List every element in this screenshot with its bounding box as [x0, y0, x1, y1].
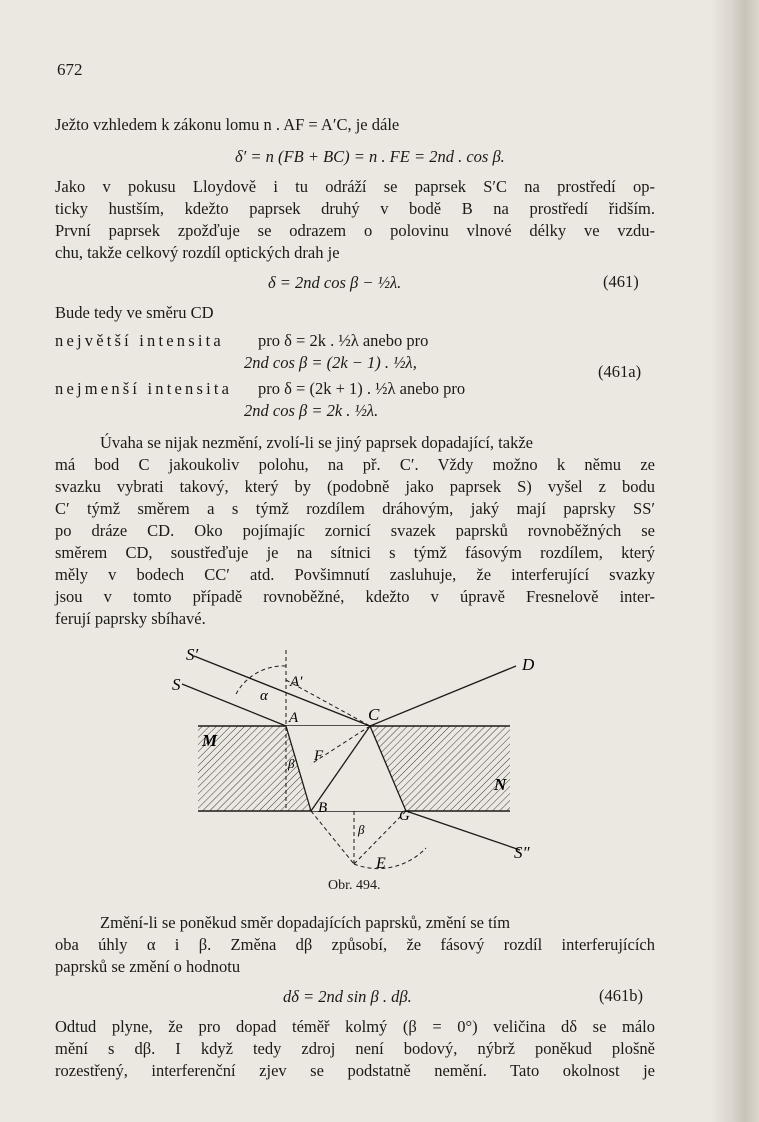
label-alpha: α [260, 688, 268, 704]
label-g: G [399, 808, 410, 824]
ray-cd [370, 666, 516, 726]
arc-lower [354, 848, 426, 869]
intro-line: Ježto vzhledem k zákonu lomu n . AF = A′C, je dále [55, 115, 400, 134]
ray-gs [406, 811, 520, 850]
equation-number-461a: (461a) [598, 362, 642, 381]
label-beta-upper: β [288, 756, 295, 771]
paragraph-line: měly v bodech CC′ atd. Povšimnutí zasluhuje, že interferující svazky [55, 565, 655, 584]
block2-intro: Bude tedy ve směru CD [55, 303, 214, 322]
paragraph-line: C′ týmž směrem a s týmž rozdílem dráhovým, jaký mají paprsky SS′ [55, 499, 655, 518]
min-intensity-condition: pro δ = (2k + 1) . ½λ anebo pro [258, 379, 466, 398]
figure-caption: Obr. 494. [328, 878, 381, 893]
paragraph-line: směrem CD, soustřeďuje je na sítnici s týmž fásovým rozdílem, který [55, 543, 655, 562]
label-s-double-prime: S″ [514, 843, 530, 862]
min-intensity-label: nejmenší intensita [55, 379, 233, 398]
paragraph-line: Úvaha se nijak nezmění, zvolí-li se jiný paprsek dopadající, takže [100, 433, 533, 452]
page-edge-shadow [711, 0, 759, 1122]
label-a: A [289, 710, 299, 726]
figure-494 [168, 640, 568, 876]
label-d: D [522, 655, 535, 674]
paragraph-line: paprsků se změní o hodnotu [55, 957, 241, 976]
paragraph-line: První paprsek zpožďuje se odrazem o polovinu vlnové délky ve vzdu- [55, 221, 655, 240]
line-be [311, 811, 354, 864]
equation-number-461b: (461b) [599, 986, 643, 1005]
label-n: N [494, 775, 507, 794]
ray-s [182, 684, 286, 726]
label-b: B [318, 800, 328, 816]
label-m: M [202, 731, 218, 750]
max-intensity-label: největší intensita [55, 331, 224, 350]
label-beta-lower: β [358, 822, 365, 837]
paragraph-line: Odtud plyne, že pro dopad téměř kolmý (β = 0°) veličina dδ se málo [55, 1017, 655, 1036]
max-intensity-alt: 2nd cos β = (2k − 1) . ½λ, [244, 353, 417, 372]
paragraph-line: mění s dβ. I když tedy zdroj není bodový, nýbrž poněkud plošně [55, 1039, 655, 1058]
paragraph-line: Změní-li se poněkud směr dopadajících paprsků, změní se tím [100, 913, 511, 932]
paragraph-line: jsou v tomto případě rovnoběžné, kdežto v úpravě Fresnelově inter- [55, 587, 655, 606]
min-intensity-alt: 2nd cos β = 2k . ½λ. [244, 401, 379, 420]
paragraph-line: ferují paprsky sbíhavé. [55, 609, 206, 628]
paragraph-line: po dráze CD. Oko pojímajíc zornicí svazek paprsků rovnoběžných se [55, 521, 655, 540]
paragraph-line: ticky hustším, kdežto paprsek druhý v bodě B na prostředí řidším. [55, 199, 655, 218]
paragraph-line: rozestřený, interferenční zjev se podstatně nemění. Tato okolnost je [55, 1061, 655, 1080]
paragraph-line: chu, takže celkový rozdíl optických drah je [55, 243, 340, 262]
label-f: F [314, 748, 324, 764]
label-e: E [376, 855, 386, 872]
ray-s-prime [194, 656, 370, 726]
label-c: C [368, 705, 380, 724]
paragraph-line: Jako v pokusu Lloydově i tu odráží se paprsek S′C na prostředí op- [55, 177, 655, 196]
max-intensity-condition: pro δ = 2k . ½λ anebo pro [258, 331, 429, 350]
equation-461b: dδ = 2nd sin β . dβ. [283, 987, 412, 1006]
equation-461: δ = 2nd cos β − ½λ. [268, 273, 402, 292]
page-number: 672 [57, 60, 83, 79]
label-a-prime: A′ [290, 674, 303, 690]
paragraph-line: oba úhly α i β. Změna dβ způsobí, že fásový rozdíl interferujících [55, 935, 655, 954]
label-s: S [172, 675, 181, 694]
paragraph-line: má bod C jakoukoliv polohu, na př. C′. Vždy možno k němu ze [55, 455, 655, 474]
equation-number-461: (461) [603, 272, 639, 291]
equation-delta-prime: δ′ = n (FB + BC) = n . FE = 2nd . cos β. [235, 147, 505, 166]
paragraph-line: svazku vybrati takový, který by (podobně jako paprsek S) vyšel z bodu [55, 477, 655, 496]
label-s-prime: S′ [186, 645, 199, 664]
